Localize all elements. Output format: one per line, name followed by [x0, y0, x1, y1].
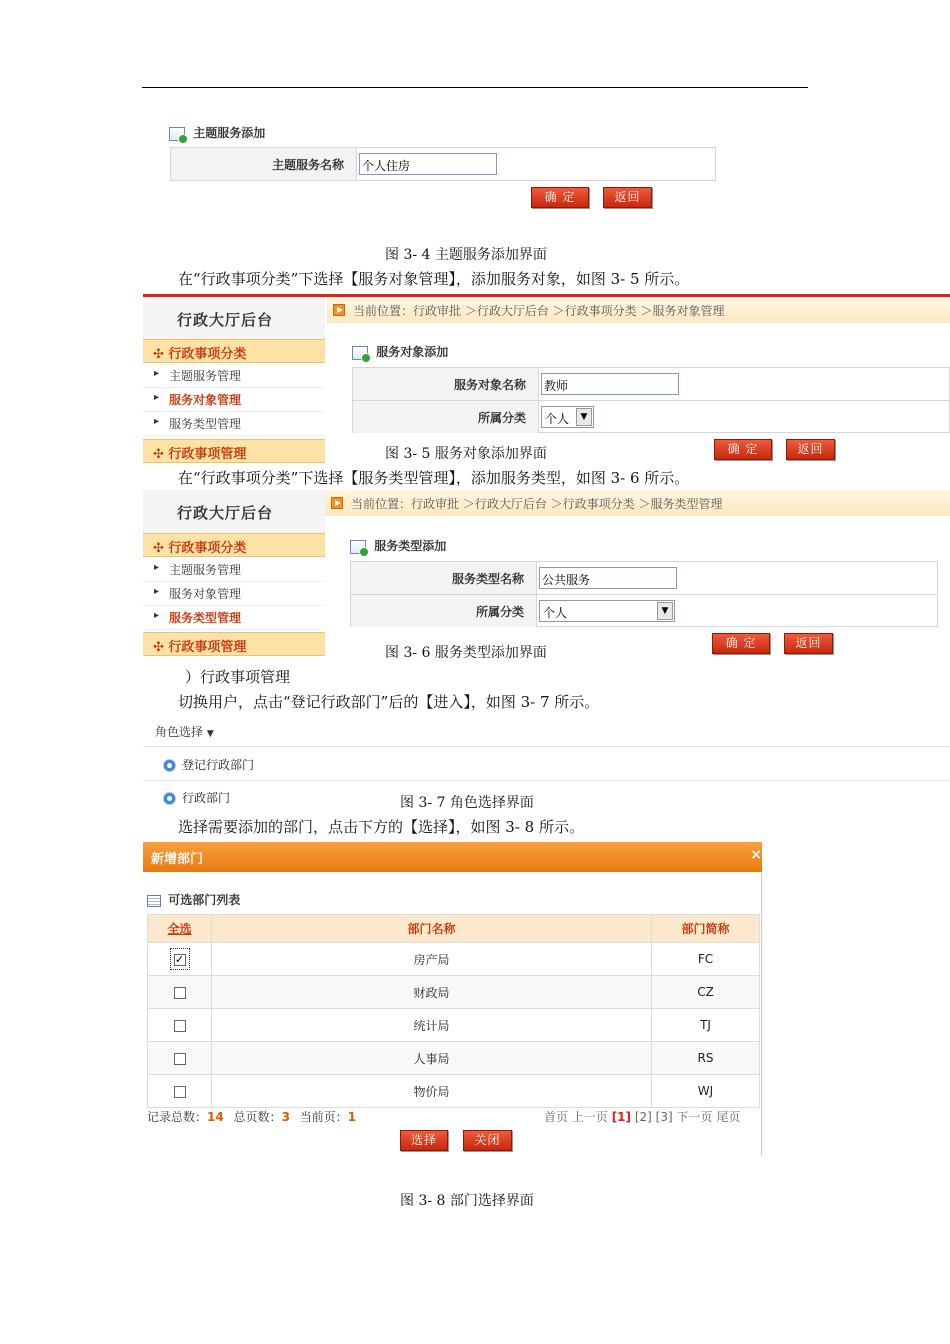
- paragraph-3: 切换用户，点击“登记行政部门”后的【进入】，如图 3- 7 所示。: [178, 693, 600, 711]
- dept-name: 财政局: [212, 976, 652, 1009]
- form-add-icon: [350, 540, 366, 554]
- checkbox[interactable]: [174, 1053, 186, 1065]
- fig36-confirm-button[interactable]: 确 定: [712, 633, 770, 654]
- role2-label: 行政部门: [182, 791, 231, 805]
- fig35-select-value: 个人: [545, 412, 570, 426]
- fig36-form: [350, 561, 938, 627]
- fig36-cat1-label: 行政事项分类: [168, 541, 247, 556]
- fig35-confirm-button[interactable]: 确 定: [714, 439, 772, 460]
- fig35-caption: 图 3- 5 服务对象添加界面: [385, 446, 547, 462]
- form-add-icon: [352, 346, 368, 360]
- fig35-cat1-label: 行政事项分类: [168, 347, 247, 362]
- chevron-down-icon: ▼: [576, 408, 592, 426]
- fig36-cat-manage[interactable]: [143, 632, 325, 656]
- fig34-form: [170, 147, 716, 181]
- pagination: [544, 1108, 760, 1125]
- row-checkbox-cell[interactable]: [148, 1075, 212, 1108]
- table-row[interactable]: [148, 1042, 760, 1075]
- chevron-down-icon: ▼: [657, 602, 673, 620]
- fig34-title-text: 主题服务添加: [193, 126, 266, 140]
- role1-label: 登记行政部门: [182, 758, 255, 772]
- fig34-confirm-button[interactable]: 确 定: [531, 187, 589, 208]
- dialog-title: 新增部门: [151, 852, 204, 867]
- table-row[interactable]: [148, 1009, 760, 1042]
- fig35-back-button[interactable]: 返回: [786, 439, 835, 460]
- row-checkbox-focus: [170, 948, 190, 970]
- dept-name: 人事局: [212, 1042, 652, 1075]
- fig34-section-title: [169, 124, 265, 141]
- fig35-form: [352, 367, 950, 433]
- cross-move-icon: ✣: [153, 640, 169, 655]
- form-add-icon: [169, 127, 185, 141]
- fig36-sidebar: [143, 490, 325, 660]
- fig36-breadcrumb: [325, 490, 950, 516]
- dept-abbr: WJ: [652, 1075, 760, 1108]
- fig35-cat-classify[interactable]: [143, 339, 325, 363]
- fig34-back-button[interactable]: 返回: [603, 187, 652, 208]
- pager-prev[interactable]: 上一页: [571, 1110, 608, 1124]
- fig34-field-label: 主题服务名称: [171, 148, 357, 180]
- select-all-header[interactable]: [148, 915, 212, 943]
- dept-abbr: FC: [652, 943, 760, 976]
- fig35-sub-theme[interactable]: ▸ 主题服务管理: [143, 364, 325, 388]
- section-heading-admin: ）行政事项管理: [185, 668, 291, 686]
- fig35-breadcrumb: [327, 297, 950, 323]
- fig35-title-text: 服务对象添加: [376, 345, 449, 359]
- fig36-row2: [351, 595, 937, 627]
- fig36-category-select[interactable]: [539, 600, 675, 622]
- header-rule: [142, 87, 808, 88]
- col-dept-name: 部门名称: [212, 915, 652, 943]
- cross-move-icon: ✣: [153, 347, 169, 362]
- dept-name: 物价局: [212, 1075, 652, 1108]
- fig35-row1: [353, 368, 949, 401]
- dept-abbr: RS: [652, 1042, 760, 1075]
- list-icon: [147, 895, 161, 907]
- fig34-row: [171, 148, 715, 180]
- checkbox[interactable]: [174, 1020, 186, 1032]
- fig34-name-input[interactable]: 个人住房: [359, 153, 497, 175]
- fig36-sidebar-title: 行政大厅后台: [143, 490, 325, 534]
- checkbox[interactable]: [174, 1086, 186, 1098]
- pages-count: 3: [281, 1110, 290, 1124]
- fig36-title-text: 服务类型添加: [374, 539, 447, 553]
- pager-next[interactable]: 下一页: [676, 1110, 713, 1124]
- dept-name: 房产局: [212, 943, 652, 976]
- row-checkbox-cell[interactable]: [148, 1042, 212, 1075]
- arrow-right-icon: [331, 497, 343, 509]
- gear-icon: [163, 792, 176, 805]
- pager-page-2[interactable]: [2]: [634, 1110, 652, 1124]
- fig36-sub-theme[interactable]: ▸ 主题服务管理: [143, 558, 325, 582]
- role-item-admin[interactable]: [163, 789, 230, 806]
- paragraph-4: 选择需要添加的部门，点击下方的【选择】，如图 3- 8 所示。: [178, 818, 584, 836]
- current-page: 1: [347, 1110, 357, 1124]
- total-count: 14: [207, 1110, 224, 1124]
- fig36-sub-object[interactable]: ▸ 服务对象管理: [143, 582, 325, 606]
- cross-move-icon: ✣: [153, 447, 169, 462]
- fig36-sub-type[interactable]: ▸ 服务类型管理: [143, 606, 325, 630]
- fig35-sub-object[interactable]: ▸ 服务对象管理: [143, 388, 325, 412]
- col-dept-abbr: 部门简称: [652, 915, 760, 943]
- record-summary: [147, 1108, 356, 1125]
- fig36-type-input[interactable]: 公共服务: [539, 567, 677, 589]
- list-section-title: [147, 891, 240, 908]
- row-checkbox-cell[interactable]: [148, 943, 212, 976]
- paragraph-2: 在“行政事项分类”下选择【服务类型管理】，添加服务类型，如图 3- 6 所示。: [178, 469, 690, 487]
- dept-name: 统计局: [212, 1009, 652, 1042]
- pager-last[interactable]: 尾页: [716, 1110, 741, 1124]
- fig36-section-title: [350, 537, 446, 554]
- fig35-sidebar: [143, 297, 325, 467]
- checkbox[interactable]: [174, 987, 186, 999]
- table-row[interactable]: [148, 1075, 760, 1108]
- role-select-dropdown[interactable]: [155, 723, 214, 740]
- fig38-caption: 图 3- 8 部门选择界面: [400, 1193, 534, 1209]
- fig36-cat-classify[interactable]: [143, 533, 325, 557]
- fig35-category-select[interactable]: [541, 406, 594, 428]
- close-icon[interactable]: ×: [750, 847, 762, 863]
- paragraph-1: 在“行政事项分类”下选择【服务对象管理】，添加服务对象，如图 3- 5 所示。: [178, 270, 690, 288]
- current-label: 当前页：: [299, 1110, 348, 1124]
- row-checkbox-cell[interactable]: [148, 976, 212, 1009]
- dialog-titlebar: [143, 842, 762, 872]
- arrow-right-icon: [333, 304, 345, 316]
- fig36-cat2-label: 行政事项管理: [168, 640, 247, 655]
- fig35-breadcrumb-text: 当前位置：行政审批 ＞行政大厅后台 ＞行政事项分类 ＞服务对象管理: [353, 304, 725, 318]
- table-row[interactable]: [148, 943, 760, 976]
- fig35-field1-label: 服务对象名称: [353, 368, 539, 400]
- gear-icon: [163, 759, 176, 772]
- fig35-section-title: [352, 343, 448, 360]
- fig35-sidebar-title: 行政大厅后台: [143, 297, 325, 341]
- select-button[interactable]: 选择: [400, 1130, 448, 1151]
- fig36-caption: 图 3- 6 服务类型添加界面: [385, 645, 547, 661]
- fig36-breadcrumb-text: 当前位置：行政审批 ＞行政大厅后台 ＞行政事项分类 ＞服务类型管理: [351, 497, 723, 511]
- fig35-cat2-label: 行政事项管理: [168, 447, 247, 462]
- dept-abbr: CZ: [652, 976, 760, 1009]
- fig35-field2-label: 所属分类: [353, 401, 539, 433]
- total-label: 记录总数：: [147, 1110, 208, 1124]
- role-item-register[interactable]: [163, 756, 254, 773]
- fig36-row1: [351, 562, 937, 595]
- fig35-object-input[interactable]: 教师: [541, 373, 679, 395]
- table-row[interactable]: [148, 976, 760, 1009]
- checkbox-checked[interactable]: ✓: [174, 952, 185, 966]
- fig35-cat-manage[interactable]: [143, 439, 325, 463]
- pager-first[interactable]: 首页: [544, 1110, 569, 1124]
- fig34-caption: 图 3- 4 主题服务添加界面: [385, 247, 547, 263]
- list-title-text: 可选部门列表: [168, 893, 241, 907]
- role-select-label: 角色选择: [155, 725, 204, 739]
- role-divider-2: [143, 780, 950, 781]
- department-table: [147, 914, 760, 1108]
- caret-down-icon: ▼: [206, 729, 214, 739]
- close-button[interactable]: 关闭: [463, 1130, 512, 1151]
- pager-page-3[interactable]: [3]: [655, 1110, 673, 1124]
- pages-label: 总页数：: [233, 1110, 282, 1124]
- fig36-field2-label: 所属分类: [351, 595, 537, 627]
- dept-abbr: TJ: [652, 1009, 760, 1042]
- row-checkbox-cell[interactable]: [148, 1009, 212, 1042]
- fig36-select-value: 个人: [543, 606, 568, 620]
- table-header: [148, 915, 760, 943]
- cross-move-icon: ✣: [153, 541, 169, 556]
- fig36-field1-label: 服务类型名称: [351, 562, 537, 594]
- fig36-back-button[interactable]: 返回: [784, 633, 833, 654]
- select-all-link[interactable]: 全选: [167, 922, 192, 936]
- pager-page-1[interactable]: [1]: [611, 1110, 632, 1124]
- role-divider-1: [143, 746, 950, 747]
- fig35-sub-type[interactable]: ▸ 服务类型管理: [143, 412, 325, 436]
- fig37-caption: 图 3- 7 角色选择界面: [400, 795, 534, 811]
- fig35-row2: [353, 401, 949, 433]
